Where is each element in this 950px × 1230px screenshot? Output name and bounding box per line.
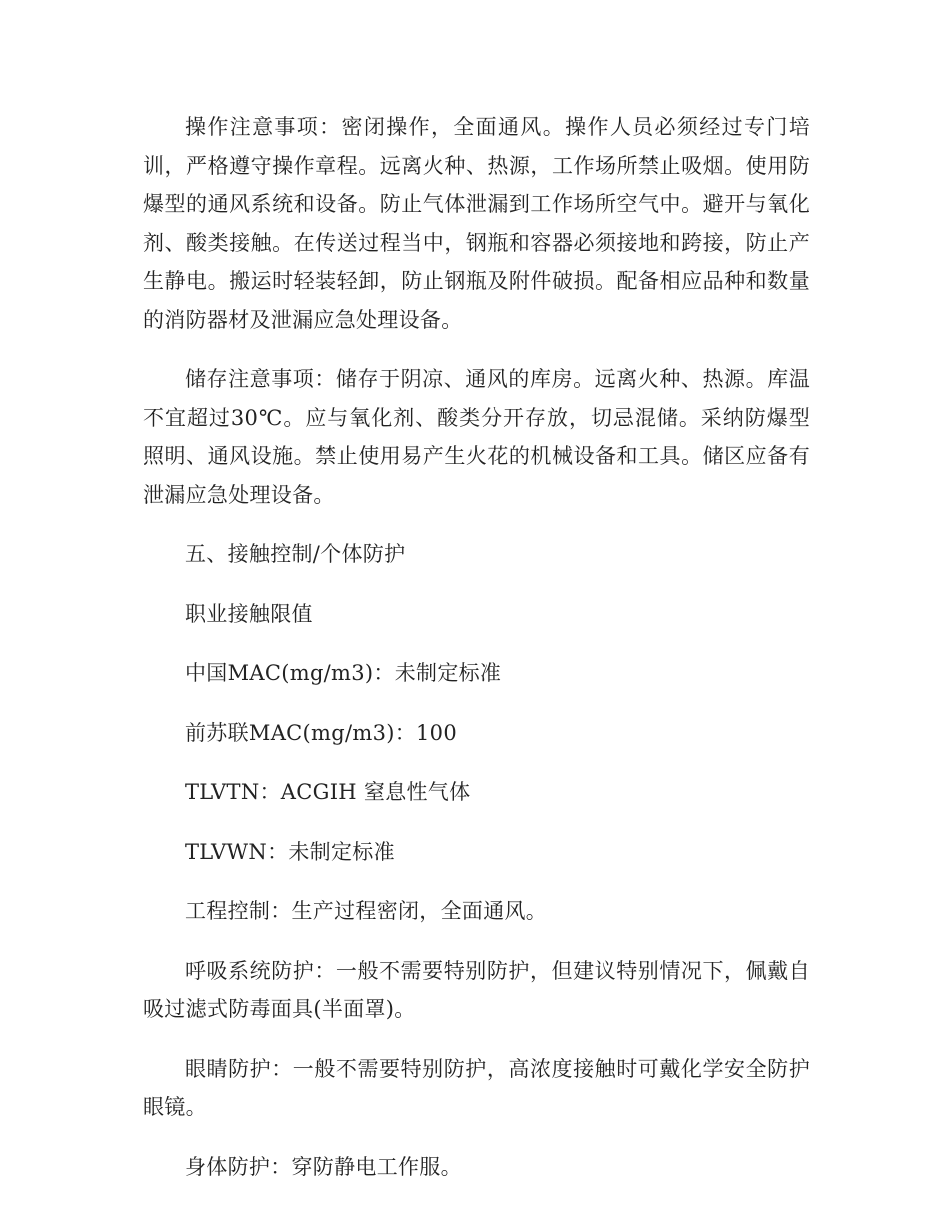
section-heading-exposure-control: 五、接触控制/个体防护 (185, 542, 406, 566)
paragraph-engineering-control: 工程控制：生产过程密闭，全面通风。 (185, 899, 548, 923)
paragraph-operation-precautions: 操作注意事项：密闭操作，全面通风。操作人员必须经过专门培训，严格遵守操作章程。远离火种、热源，工作场所禁止吸烟。使用防爆型的通风系统和设备。防止气体泄漏到工作场所空气中。避开与氧化剂、酸类接触。在传送过程当中，钢瓶和容器必须接地和跨接，防止产生静电。搬运时轻装轻卸，防止钢瓶及附件破损。配备相应品种和数量的消防器材及泄漏应急处理设备。 (143, 115, 810, 332)
paragraph-ussr-mac: 前苏联MAC(mg/m3)：100 (185, 720, 458, 745)
paragraph-tlvwn: TLVWN：未制定标准 (185, 839, 395, 864)
paragraph-china-mac: 中国MAC(mg/m3)：未制定标准 (185, 661, 502, 685)
paragraph-occupational-limits: 职业接触限值 (185, 601, 313, 626)
paragraph-respiratory-protection: 呼吸系统防护：一般不需要特别防护，但建议特别情况下，佩戴自吸过滤式防毒面具(半面罩)。 (143, 958, 810, 1021)
paragraph-tlvtn: TLVTN：ACGIH 窒息性气体 (185, 780, 471, 804)
paragraph-storage-precautions: 储存注意事项：储存于阴凉、通风的库房。远离火种、热源。库温不宜超过30℃。应与氧化剂、酸类分开存放，切忌混储。采纳防爆型照明、通风设施。禁止使用易产生火花的机械设备和工具。储区应备有泄漏应急处理设备。 (143, 367, 810, 507)
paragraph-body-protection: 身体防护：穿防静电工作服。 (185, 1154, 462, 1179)
paragraph-eye-protection: 眼睛防护：一般不需要特别防护，高浓度接触时可戴化学安全防护眼镜。 (143, 1056, 810, 1119)
